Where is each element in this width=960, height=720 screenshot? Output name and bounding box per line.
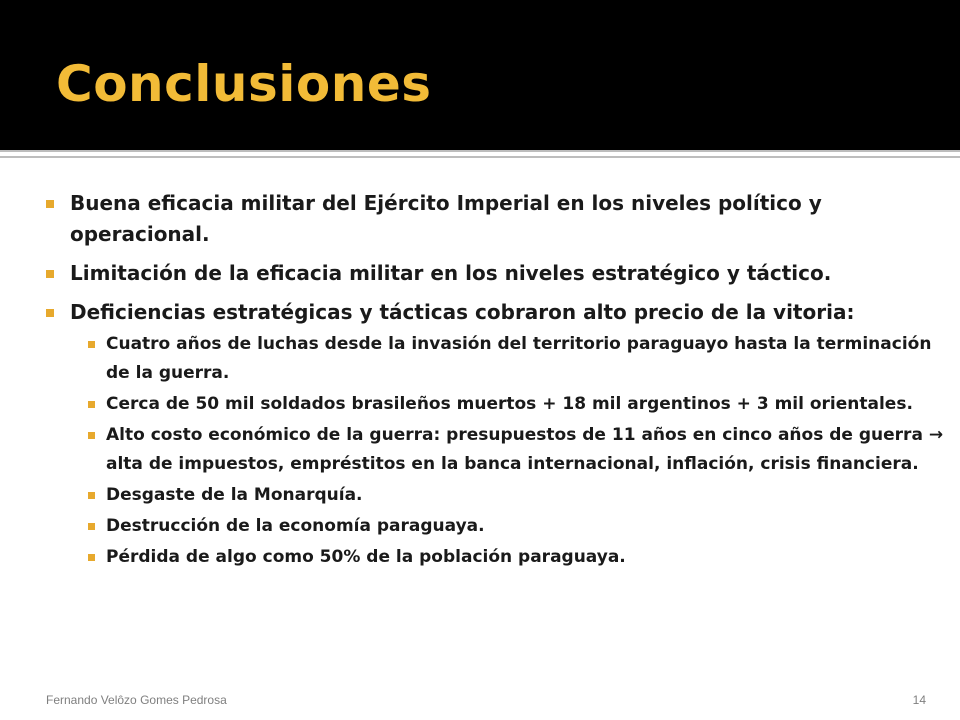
sub-bullet-text: Pérdida de algo como 50% de la población paraguaya. xyxy=(106,547,626,567)
bullet-text: Deficiencias estratégicas y tácticas cobraron alto precio de la vitoria: xyxy=(70,300,855,324)
square-bullet-icon xyxy=(46,270,54,278)
sub-bullet-item xyxy=(88,512,946,541)
sub-bullet-text: Cuatro años de luchas desde la invasión del territorio paraguayo hasta la terminación de la guerra. xyxy=(106,334,932,383)
square-bullet-icon xyxy=(88,554,95,561)
sub-bullet-list xyxy=(70,330,946,572)
square-bullet-icon xyxy=(88,432,95,439)
bullet-item xyxy=(46,188,946,250)
bullet-item xyxy=(46,258,946,289)
sub-bullet-text: Cerca de 50 mil soldados brasileños muertos + 18 mil argentinos + 3 mil orientales. xyxy=(106,394,913,414)
square-bullet-icon xyxy=(88,492,95,499)
sub-bullet-item xyxy=(88,481,946,510)
square-bullet-icon xyxy=(46,200,54,208)
slide-header xyxy=(0,0,960,150)
footer-author: Fernando Velôzo Gomes Pedrosa xyxy=(46,693,227,707)
sub-bullet-item xyxy=(88,390,946,419)
bullet-list xyxy=(46,188,946,574)
square-bullet-icon xyxy=(88,401,95,408)
sub-bullet-item xyxy=(88,421,946,479)
header-divider xyxy=(0,150,960,158)
slide-number: 14 xyxy=(912,693,926,707)
sub-bullet-text: Destrucción de la economía paraguaya. xyxy=(106,516,485,536)
sub-bullet-text: Desgaste de la Monarquía. xyxy=(106,485,363,505)
sub-bullet-item xyxy=(88,543,946,572)
slide-title: Conclusiones xyxy=(56,55,432,113)
sub-bullet-text: Alto costo económico de la guerra: presupuestos de 11 años en cinco años de guerra → alta de impuestos, empréstitos en la banca internacional, inflación, crisis financiera. xyxy=(106,425,944,474)
slide-body xyxy=(0,158,960,720)
bullet-item xyxy=(46,297,946,572)
bullet-text: Limitación de la eficacia militar en los niveles estratégico y táctico. xyxy=(70,261,832,285)
sub-bullet-item xyxy=(88,330,946,388)
square-bullet-icon xyxy=(88,341,95,348)
bullet-text: Buena eficacia militar del Ejército Imperial en los niveles político y operacional. xyxy=(70,191,822,246)
square-bullet-icon xyxy=(46,309,54,317)
square-bullet-icon xyxy=(88,523,95,530)
